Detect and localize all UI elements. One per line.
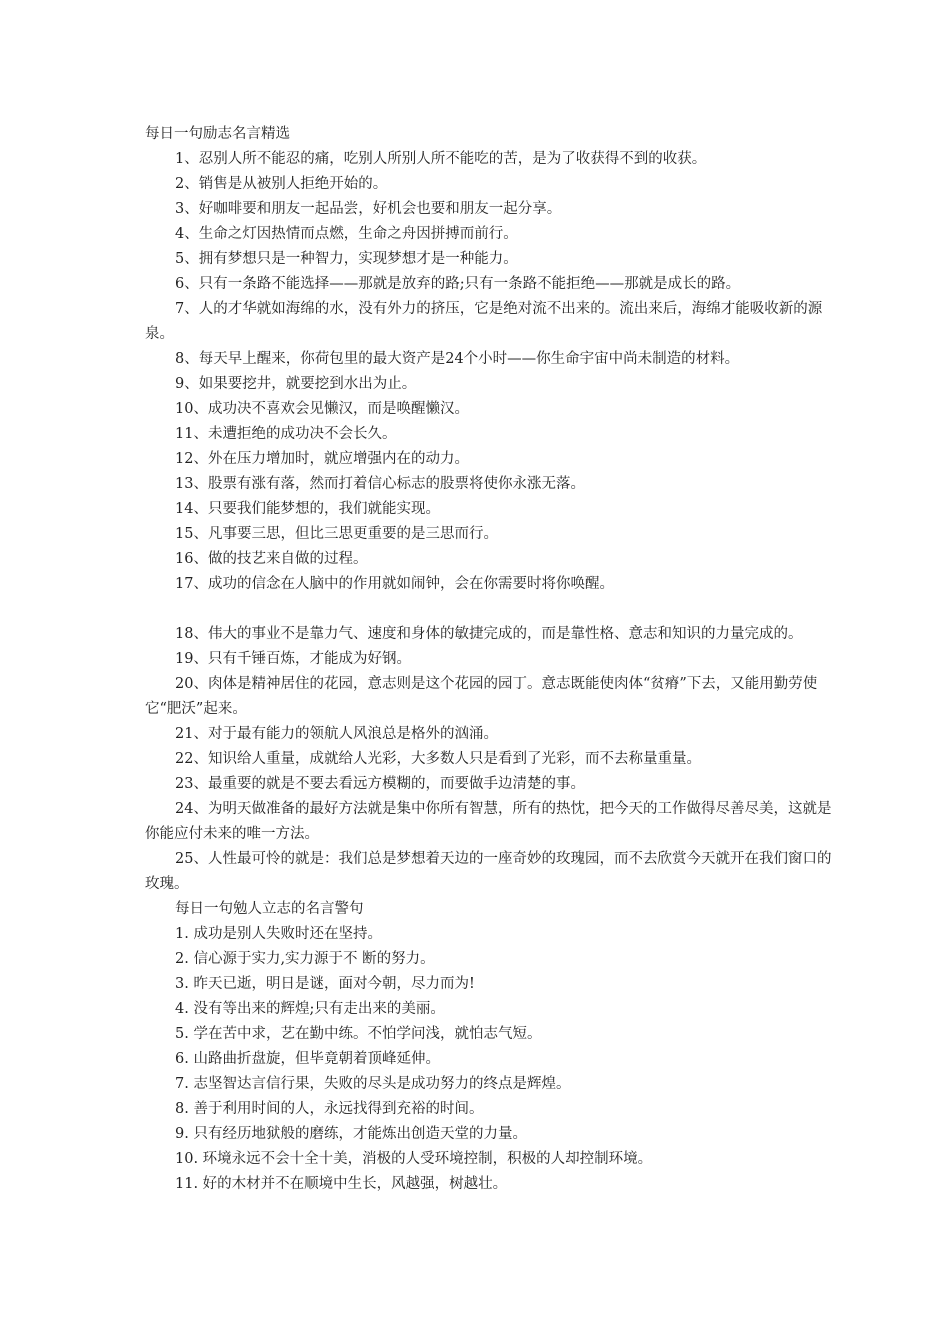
quote-text: 20、肉体是精神居住的花园，意志则是这个花园的园丁。意志既能使肉体“贫瘠”下去，又能用勤劳使它“肥沃”起来。 — [145, 676, 818, 717]
quote-item: 22、知识给人重量，成就给人光彩，大多数人只是看到了光彩，而不去称量重量。 — [175, 751, 701, 767]
quote-item: 13、股票有涨有落，然而打着信心标志的股票将使你永涨无落。 — [175, 476, 585, 492]
quote-item: 9. 只有经历地狱般的磨练，才能炼出创造天堂的力量。 — [175, 1126, 527, 1142]
quote-item — [145, 622, 835, 647]
quote-item: 3、好咖啡要和朋友一起品尝，好机会也要和朋友一起分享。 — [175, 201, 562, 217]
quote-item: 2、销售是从被别人拒绝开始的。 — [175, 176, 388, 192]
blank-line — [145, 597, 835, 622]
quote-item: 16、做的技艺来自做的过程。 — [175, 551, 368, 567]
quote-item: 1、忍别人所不能忍的痛，吃别人所别人所不能吃的苦，是为了收获得不到的收获。 — [175, 151, 707, 167]
quote-text: 18、伟大的事业不是靠力气、速度和身体的敏捷完成的，而是靠性格、意志和知识的力量完成的。 — [175, 626, 803, 642]
quote-item: 17、成功的信念在人脑中的作用就如闹钟，会在你需要时将你唤醒。 — [175, 576, 614, 592]
quote-item: 8、每天早上醒来，你荷包里的最大资产是24个小时——你生命宇宙中尚未制造的材料。 — [175, 351, 740, 367]
quote-item: 5. 学在苦中求，艺在勤中练。不怕学问浅，就怕志气短。 — [175, 1026, 542, 1042]
quote-item — [145, 847, 835, 897]
quote-item: 6、只有一条路不能选择——那就是放弃的路;只有一条路不能拒绝——那就是成长的路。 — [175, 276, 741, 292]
quote-item: 21、对于最有能力的领航人风浪总是格外的汹涌。 — [175, 726, 498, 742]
quote-item: 2. 信心源于实力,实力源于不 断的努力。 — [175, 951, 435, 967]
quote-text: 24、为明天做准备的最好方法就是集中你所有智慧，所有的热忱，把今天的工作做得尽善尽美，这就是你能应付未来的唯一方法。 — [145, 801, 832, 842]
quote-item — [145, 297, 835, 347]
quote-item: 19、只有千锤百炼，才能成为好钢。 — [175, 651, 411, 667]
quote-item: 4. 没有等出来的辉煌;只有走出来的美丽。 — [175, 1001, 445, 1017]
quote-item: 6. 山路曲折盘旋，但毕竟朝着顶峰延伸。 — [175, 1051, 440, 1067]
quote-item — [145, 797, 835, 847]
document-body — [145, 122, 835, 1197]
quote-item: 8. 善于利用时间的人，永远找得到充裕的时间。 — [175, 1101, 484, 1117]
quote-item: 7. 志坚智达言信行果，失败的尽头是成功努力的终点是辉煌。 — [175, 1076, 571, 1092]
quote-text: 7、人的才华就如海绵的水，没有外力的挤压，它是绝对流不出来的。流出来后，海绵才能吸收新的源泉。 — [145, 301, 823, 342]
quote-item: 11. 好的木材并不在顺境中生长，风越强，树越壮。 — [175, 1176, 508, 1192]
quote-item: 5、拥有梦想只是一种智力，实现梦想才是一种能力。 — [175, 251, 518, 267]
section-title: 每日一句勉人立志的名言警句 — [175, 901, 364, 917]
quote-text: 25、人性最可怜的就是：我们总是梦想着天边的一座奇妙的玫瑰园，而不去欣赏今天就开在我们窗口的玫瑰。 — [145, 851, 832, 892]
quote-item: 10、成功决不喜欢会见懒汉，而是唤醒懒汉。 — [175, 401, 469, 417]
quote-item: 23、最重要的就是不要去看远方模糊的，而要做手边清楚的事。 — [175, 776, 585, 792]
quote-item — [145, 672, 835, 722]
quote-item: 10. 环境永远不会十全十美，消极的人受环境控制，积极的人却控制环境。 — [175, 1151, 653, 1167]
quote-item: 14、只要我们能梦想的，我们就能实现。 — [175, 501, 440, 517]
quote-item: 15、凡事要三思，但比三思更重要的是三思而行。 — [175, 526, 498, 542]
section-title: 每日一句励志名言精选 — [145, 126, 290, 142]
quote-item: 3. 昨天已逝，明日是谜，面对今朝，尽力而为! — [175, 976, 475, 992]
quote-item: 12、外在压力增加时，就应增强内在的动力。 — [175, 451, 469, 467]
quote-item: 1. 成功是别人失败时还在坚持。 — [175, 926, 382, 942]
quote-item: 11、未遭拒绝的成功决不会长久。 — [175, 426, 397, 442]
quote-item: 9、如果要挖井，就要挖到水出为止。 — [175, 376, 417, 392]
quote-item: 4、生命之灯因热情而点燃，生命之舟因拼搏而前行。 — [175, 226, 518, 242]
